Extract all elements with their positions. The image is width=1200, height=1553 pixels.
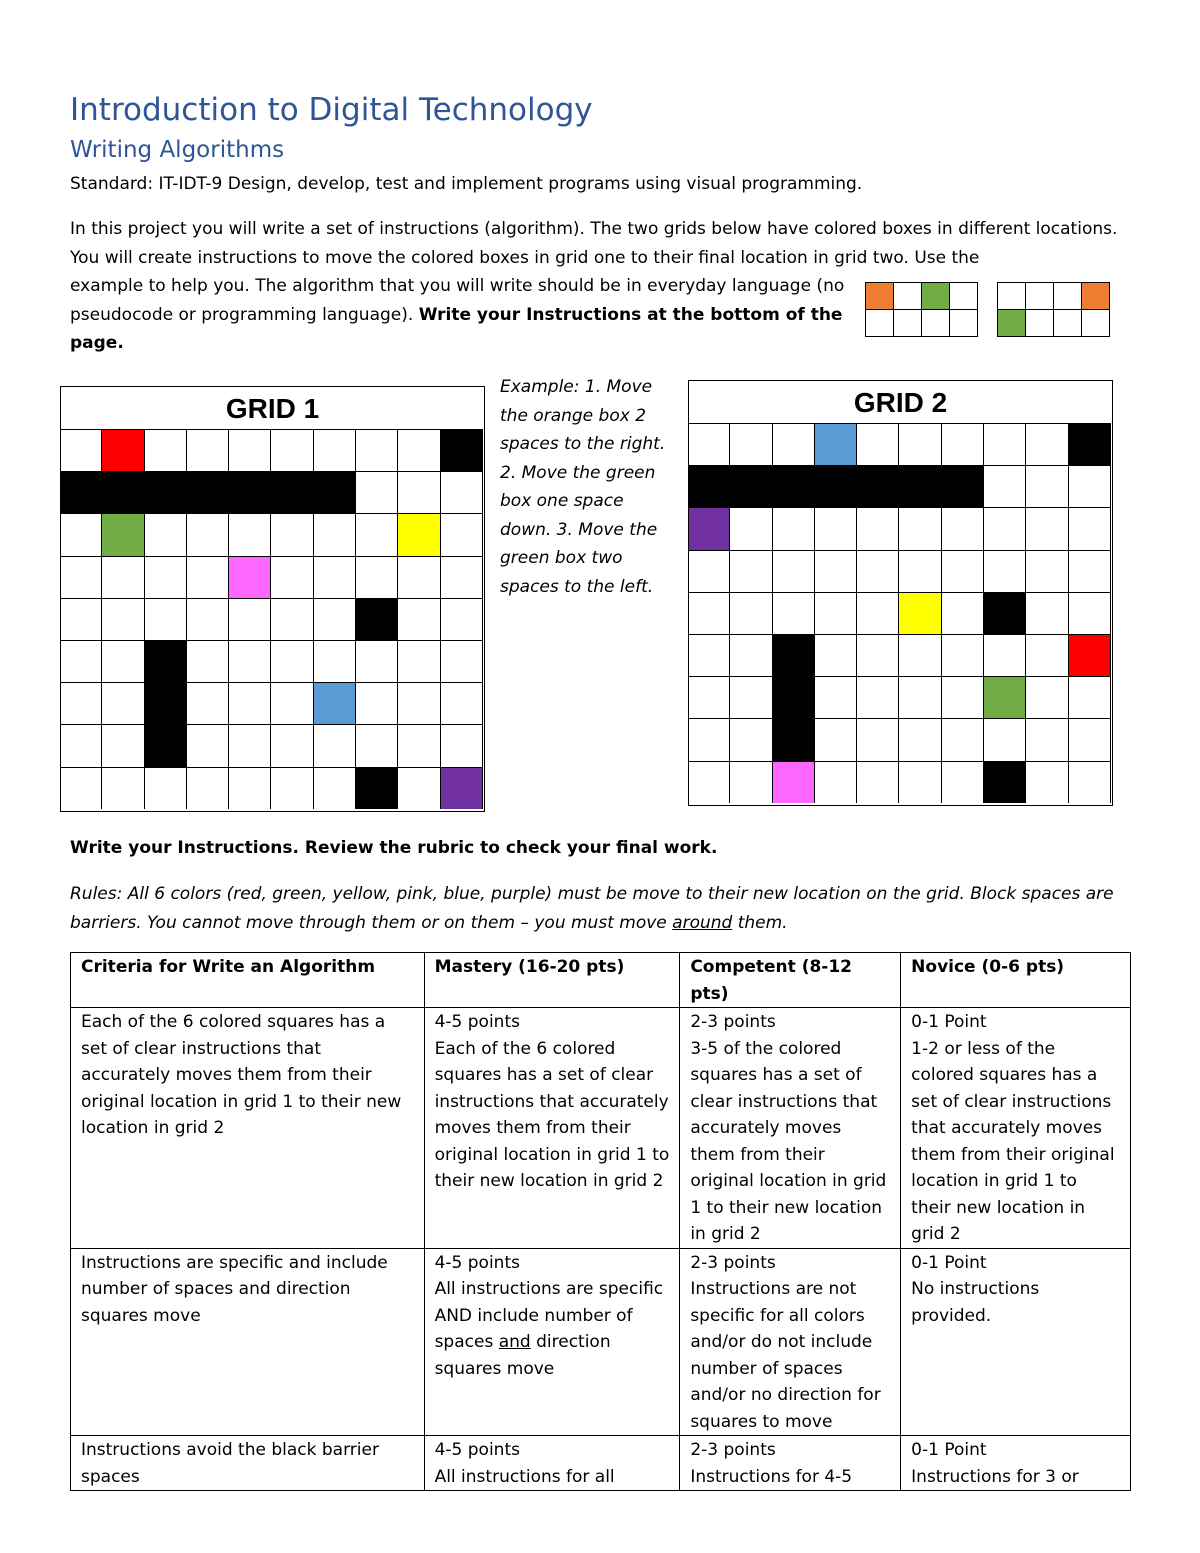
grid-2-cell-black <box>773 676 815 718</box>
grid-1-cell-black <box>145 640 187 682</box>
grid-1-cell-empty <box>356 471 398 513</box>
grid-2-cell-yellow <box>899 592 941 634</box>
grid-2-cell-red <box>1069 634 1111 676</box>
grid-2-cell-purple <box>688 507 730 549</box>
grid-2-cell-blue <box>815 423 857 465</box>
document-title: Introduction to Digital Technology <box>70 92 593 128</box>
grid-2-cell-black <box>773 465 815 507</box>
grid-1-cell-empty <box>145 598 187 640</box>
example-grid-before <box>865 282 978 337</box>
grid-2-cell-empty <box>815 592 857 634</box>
example-grid-after <box>997 282 1110 337</box>
rubric-description: No instructions provided. <box>911 1279 1040 1326</box>
rubric-header-mastery: Mastery (16-20 pts) <box>424 953 680 1008</box>
grid-1-cell-empty <box>271 724 313 766</box>
grid-1-title: GRID 1 <box>225 393 320 424</box>
grid-2-cell-empty <box>899 676 941 718</box>
grid-2-cell-empty <box>857 550 899 592</box>
grid-2-cell-empty <box>899 550 941 592</box>
rubric-description: All instructions for all <box>434 1466 615 1487</box>
grid-1-cell-empty <box>314 513 356 555</box>
rubric-description-underlined: and <box>498 1332 531 1352</box>
rubric-points: 4-5 points <box>434 1012 520 1032</box>
rubric-novice-cell <box>901 1436 1131 1491</box>
rubric-description: Instructions for 4-5 <box>690 1466 853 1487</box>
rubric-competent-cell <box>680 1436 901 1491</box>
grid-1-cell-empty <box>60 767 102 809</box>
rubric-description-part: All instructions are specific AND include number of spaces <box>434 1279 664 1352</box>
grid-1-cell-empty <box>356 640 398 682</box>
grid-2-cell-empty <box>1069 761 1111 803</box>
grid-2-cell-black <box>1069 423 1111 465</box>
grid-2-cell-empty <box>688 423 730 465</box>
rubric-header-row <box>71 953 1131 1008</box>
example-after-cell-green <box>998 310 1026 337</box>
rubric-points: 4-5 points <box>434 1440 520 1460</box>
grid-1-cell-empty <box>356 429 398 471</box>
rubric-points: 4-5 points <box>434 1252 520 1273</box>
write-instructions-heading: Write your Instructions. Review the rubric to check your final work. <box>70 838 718 858</box>
grid-1-cell-empty <box>314 724 356 766</box>
grid-2-cell-empty <box>984 550 1026 592</box>
grid-2-cell-empty <box>857 718 899 760</box>
rules-text <box>70 880 1150 937</box>
example-before-cell-orange <box>866 283 894 310</box>
grid-1-cell-empty <box>398 556 440 598</box>
rubric-competent-cell <box>680 1248 901 1436</box>
grid-2-cell-empty <box>815 634 857 676</box>
grid-2-cell-empty <box>730 761 772 803</box>
grid-1-cell-green <box>102 513 144 555</box>
grid-2-cell-empty <box>942 423 984 465</box>
rubric-row <box>71 1436 1131 1491</box>
grid-2-cell-empty <box>730 423 772 465</box>
grid-2-cell-empty <box>1026 465 1068 507</box>
grid-2-cell-empty <box>815 718 857 760</box>
grid-2-cell-empty <box>773 550 815 592</box>
grid-1-cell-empty <box>356 556 398 598</box>
grid-2-cell-empty <box>730 634 772 676</box>
rubric-points: 0-1 Point <box>911 1012 987 1032</box>
grid-1-cell-empty <box>60 429 102 471</box>
grid-2-cell-black <box>984 592 1026 634</box>
grid-1-cell-empty <box>441 598 483 640</box>
rubric-row <box>71 1008 1131 1249</box>
grid-1-cell-empty <box>271 640 313 682</box>
grid-1-cell-black <box>145 724 187 766</box>
example-before-cell-empty <box>922 310 950 337</box>
grid-1-cell-empty <box>271 429 313 471</box>
rubric-mastery-cell <box>424 1436 680 1491</box>
grid-2-cell-empty <box>688 718 730 760</box>
grid-1-cell-empty <box>60 640 102 682</box>
rubric-points: 2-3 points <box>690 1012 776 1032</box>
grid-2-cell-empty <box>942 550 984 592</box>
grid-2-cell-black <box>984 761 1026 803</box>
grid-2-cell-empty <box>773 423 815 465</box>
example-after-cell-empty <box>1054 283 1082 310</box>
grid-1-cell-empty <box>187 598 229 640</box>
grid-1-cell-black <box>60 471 102 513</box>
grid-2-cell-empty <box>688 550 730 592</box>
grid-2-title: GRID 2 <box>853 387 948 418</box>
document-subtitle: Writing Algorithms <box>70 137 285 163</box>
grid-2-cell-empty <box>899 718 941 760</box>
rules-underlined: around <box>672 912 733 933</box>
rubric-header-competent: Competent (8-12 pts) <box>680 953 901 1008</box>
grid-1-cell-empty <box>314 556 356 598</box>
rubric-mastery-cell <box>424 1008 680 1249</box>
rubric-header-criteria: Criteria for Write an Algorithm <box>71 953 425 1008</box>
grid-2-cell-black <box>899 465 941 507</box>
grid-1-cell-empty <box>60 513 102 555</box>
grid-2-cell-empty <box>984 423 1026 465</box>
grid-2-cell-empty <box>984 507 1026 549</box>
example-before-cell-green <box>922 283 950 310</box>
grid-2-cell-empty <box>773 507 815 549</box>
rubric-description: 3-5 of the colored squares has a set of clear instructions that accurately moves them from their original location in grid 1 to their new location in grid 2 <box>690 1038 887 1244</box>
grid-1-cell-empty <box>229 429 271 471</box>
grid-1-cell-black <box>145 682 187 724</box>
grid-2-cell-black <box>773 634 815 676</box>
grid-2-cell-empty <box>815 761 857 803</box>
grid-2-cell-empty <box>899 423 941 465</box>
standard-line: Standard: IT-IDT-9 Design, develop, test and implement programs using visual programming. <box>70 174 863 194</box>
example-before-cell-empty <box>950 310 978 337</box>
grid-1-cell-empty <box>187 513 229 555</box>
grid-2-cell-empty <box>942 592 984 634</box>
example-after-cell-empty <box>1026 283 1054 310</box>
grid-1-cell-empty <box>187 682 229 724</box>
grid-1-cell-empty <box>441 682 483 724</box>
intro-text: In this project you will write a set of instructions (algorithm). The two grids below have colored boxes in different locations. You will create instructions to move the colored boxes in grid one to their final location in grid two. Use the <box>70 219 1118 268</box>
grid-1-cell-black <box>356 767 398 809</box>
grid-2-cell-empty <box>899 634 941 676</box>
grid-1-cell-empty <box>356 513 398 555</box>
grid-2-cell-empty <box>857 761 899 803</box>
grid-1-cell-pink <box>229 556 271 598</box>
grid-2-cell-empty <box>899 507 941 549</box>
grid-1-cell-empty <box>441 640 483 682</box>
grid-2-cell-empty <box>730 592 772 634</box>
grid-1-cell-empty <box>145 513 187 555</box>
intro-paragraph <box>70 215 1145 358</box>
rubric-description: Instructions are not specific for all colors and/or do not include number of spaces and/or no direction for squares to move <box>690 1279 881 1432</box>
grid-1-cell-empty <box>314 767 356 809</box>
grid-1-cell-empty <box>229 724 271 766</box>
grid-2-cells <box>688 423 1111 803</box>
grid-1-cell-black <box>229 471 271 513</box>
grid-2-cell-empty <box>1026 550 1068 592</box>
grid-1-cell-empty <box>398 598 440 640</box>
grid-1-cell-black <box>145 471 187 513</box>
example-after-cell-orange <box>1082 283 1110 310</box>
grid-1-cell-empty <box>102 767 144 809</box>
grid-2-cell-empty <box>857 676 899 718</box>
grid-1-cell-empty <box>145 556 187 598</box>
rubric-points: 2-3 points <box>690 1440 776 1460</box>
grid-2-cell-empty <box>1069 465 1111 507</box>
rubric-row <box>71 1248 1131 1436</box>
rules-after: them. <box>737 912 788 933</box>
grid-1-cell-empty <box>398 767 440 809</box>
grid-1-cell-purple <box>441 767 483 809</box>
rubric-points: 0-1 Point <box>911 1440 987 1460</box>
grid-2-cell-empty <box>857 507 899 549</box>
grid-1-cell-empty <box>314 598 356 640</box>
grid-2-cell-empty <box>1069 550 1111 592</box>
grid-2-cell-empty <box>688 761 730 803</box>
grid-2-cell-pink <box>773 761 815 803</box>
grid-1-cell-empty <box>229 513 271 555</box>
grid-1-cell-empty <box>229 640 271 682</box>
grid-2-cell-black <box>688 465 730 507</box>
grid-1-cell-empty <box>441 724 483 766</box>
grid-1-cell-empty <box>187 429 229 471</box>
rubric-description: Each of the 6 colored squares has a set of clear instructions that accurately moves them from their original location in grid 1 to their new location in grid 2 <box>434 1038 670 1191</box>
grid-1-cell-empty <box>60 682 102 724</box>
rubric-description-part: direction squares move <box>434 1332 611 1379</box>
grid-1-cell-empty <box>271 682 313 724</box>
rubric-points: 0-1 Point <box>911 1252 987 1273</box>
grid-1-cell-empty <box>441 513 483 555</box>
grid-1-cell-empty <box>145 767 187 809</box>
grid-2-cell-empty <box>984 634 1026 676</box>
grid-2-cell-black <box>942 465 984 507</box>
grid-2-cell-empty <box>942 634 984 676</box>
grid-2-cell-black <box>815 465 857 507</box>
intro-bold-instruction: Write your Instructions at the bottom of the page. <box>70 304 843 353</box>
grid-1-cell-empty <box>60 556 102 598</box>
grid-2-cell-empty <box>815 550 857 592</box>
grid-1-cell-empty <box>102 640 144 682</box>
rules-before: Rules: All 6 colors (red, green, yellow, pink, blue, purple) must be move to their new location on the grid. Block spaces are barriers. You cannot move through them or on them – you must move <box>70 884 1114 933</box>
grid-1-cell-empty <box>356 682 398 724</box>
rubric-table <box>70 952 1131 1491</box>
grid-2-cell-empty <box>1026 761 1068 803</box>
grid-2-cell-empty <box>984 465 1026 507</box>
grid-1-cell-empty <box>398 724 440 766</box>
rubric-description <box>435 1276 670 1382</box>
example-after-cell-empty <box>1054 310 1082 337</box>
grid-2 <box>688 380 1113 806</box>
example-after-cell-empty <box>1026 310 1054 337</box>
grid-2-cell-empty <box>1069 718 1111 760</box>
grid-2-cell-empty <box>1069 676 1111 718</box>
grid-2-cell-empty <box>857 423 899 465</box>
grid-1 <box>60 386 485 812</box>
grid-1-cell-empty <box>187 724 229 766</box>
grid-1-cell-empty <box>441 556 483 598</box>
grid-1-cell-empty <box>102 682 144 724</box>
grid-2-cell-empty <box>688 592 730 634</box>
grid-2-cell-empty <box>1026 718 1068 760</box>
grid-2-cell-empty <box>1026 592 1068 634</box>
grid-2-cell-black <box>730 465 772 507</box>
grid-1-cell-empty <box>441 471 483 513</box>
grid-1-cells <box>60 429 483 809</box>
grid-1-cell-red <box>102 429 144 471</box>
rubric-novice-cell <box>901 1008 1131 1249</box>
grid-2-cell-green <box>984 676 1026 718</box>
grid-1-cell-black <box>314 471 356 513</box>
example-text: Example: 1. Move the orange box 2 spaces to the right. 2. Move the green box one space down. 3. Move the green box two spaces to the left. <box>500 377 666 597</box>
example-before-cell-empty <box>894 283 922 310</box>
grid-1-cell-empty <box>271 767 313 809</box>
grid-1-cell-blue <box>314 682 356 724</box>
grid-1-cell-empty <box>187 556 229 598</box>
grid-1-cell-empty <box>187 767 229 809</box>
grid-2-cell-empty <box>1026 634 1068 676</box>
grid-1-cell-black <box>356 598 398 640</box>
grid-2-cell-black <box>773 718 815 760</box>
rubric-criteria-cell: Each of the 6 colored squares has a set of clear instructions that accurately moves them from their original location in grid 1 to their new location in grid 2 <box>71 1008 425 1249</box>
grid-2-cell-empty <box>942 761 984 803</box>
rubric-criteria-cell: Instructions avoid the black barrier spaces <box>71 1436 425 1491</box>
grid-1-cell-empty <box>271 556 313 598</box>
grid-1-cell-empty <box>102 556 144 598</box>
rubric-novice-cell <box>901 1248 1131 1436</box>
grid-1-cell-empty <box>102 598 144 640</box>
grid-1-cell-empty <box>229 767 271 809</box>
grid-2-cell-empty <box>1069 592 1111 634</box>
grid-1-cell-black <box>102 471 144 513</box>
grid-2-cell-empty <box>688 634 730 676</box>
grid-2-cell-empty <box>857 592 899 634</box>
grid-1-cell-empty <box>60 724 102 766</box>
rubric-header-novice: Novice (0-6 pts) <box>901 953 1131 1008</box>
grid-1-cell-empty <box>145 429 187 471</box>
grid-1-cell-empty <box>398 682 440 724</box>
grid-2-cell-empty <box>815 676 857 718</box>
grid-1-cell-yellow <box>398 513 440 555</box>
example-after-cell-empty <box>998 283 1026 310</box>
grid-2-cell-empty <box>857 634 899 676</box>
rubric-points: 2-3 points <box>690 1252 776 1273</box>
grid-1-cell-empty <box>398 471 440 513</box>
rubric-description: Instructions for 3 or <box>911 1466 1079 1487</box>
grid-1-cell-empty <box>314 429 356 471</box>
grid-1-cell-empty <box>229 598 271 640</box>
grid-1-cell-empty <box>229 682 271 724</box>
grid-2-cell-empty <box>730 507 772 549</box>
grid-1-cell-black <box>441 429 483 471</box>
grid-2-cell-empty <box>688 676 730 718</box>
grid-2-cell-empty <box>984 718 1026 760</box>
rubric-criteria-cell: Instructions are specific and include number of spaces and direction squares move <box>71 1248 425 1436</box>
grid-1-cell-empty <box>398 429 440 471</box>
grid-1-cell-empty <box>271 598 313 640</box>
grid-1-cell-empty <box>398 640 440 682</box>
rubric-description: 1-2 or less of the colored squares has a set of clear instructions that accurately moves them from their original location in grid 1 to their new location in grid 2 <box>911 1038 1115 1244</box>
grid-2-cell-empty <box>942 507 984 549</box>
example-before-cell-empty <box>950 283 978 310</box>
grid-1-cell-empty <box>102 724 144 766</box>
grid-2-cell-empty <box>1026 423 1068 465</box>
grid-2-cell-empty <box>730 676 772 718</box>
grid-2-cell-black <box>857 465 899 507</box>
example-before-cell-empty <box>866 310 894 337</box>
grid-1-cell-black <box>187 471 229 513</box>
grid-2-cell-empty <box>942 676 984 718</box>
grid-2-cell-empty <box>815 507 857 549</box>
grid-2-cell-empty <box>942 718 984 760</box>
rubric-competent-cell <box>680 1008 901 1249</box>
grid-2-cell-empty <box>773 592 815 634</box>
grid-1-cell-empty <box>187 640 229 682</box>
example-after-cell-empty <box>1082 310 1110 337</box>
grid-2-cell-empty <box>1069 507 1111 549</box>
grid-1-cell-empty <box>314 640 356 682</box>
grid-2-cell-empty <box>730 550 772 592</box>
grid-2-cell-empty <box>899 761 941 803</box>
grid-2-cell-empty <box>1026 676 1068 718</box>
grid-1-cell-empty <box>271 513 313 555</box>
grid-1-cell-black <box>271 471 313 513</box>
grid-2-cell-empty <box>1026 507 1068 549</box>
example-before-cell-empty <box>894 310 922 337</box>
grid-1-cell-empty <box>60 598 102 640</box>
rubric-mastery-cell <box>424 1248 680 1436</box>
grid-1-cell-empty <box>356 724 398 766</box>
grid-2-cell-empty <box>730 718 772 760</box>
intro-text-wrap: example to help you. The algorithm that you will write should be in everyday language (no pseudocode or programming language). <box>70 276 845 325</box>
